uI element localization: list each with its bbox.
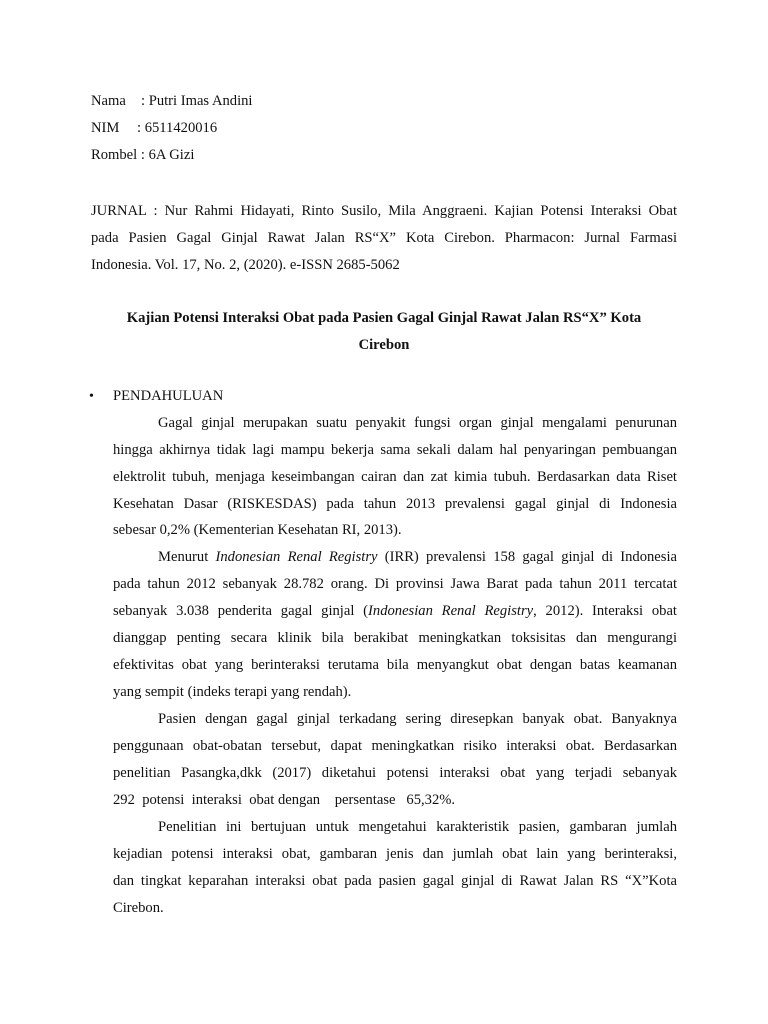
italic-registry-name: Indonesian Renal Registry: [215, 549, 378, 565]
p4-line-1: Penelitian ini bertujuan untuk mengetahui karakteristik pasien, gambaran jumlah: [158, 819, 677, 835]
p3-line-2: penggunaan obat-obatan tersebut, dapat meningkatkan risiko interaksi obat. Berdasarkan: [113, 738, 677, 754]
p4-line-3: dan tingkat keparahan interaksi obat pada pasien gagal ginjal di Rawat Jalan RS “X”Kota: [113, 873, 677, 889]
p2-line-5: efektivitas obat yang berinteraksi terutama bila menyangkut obat dengan batas keamanan: [113, 657, 677, 673]
p2-line-2: pada tahun 2012 sebanyak 28.782 orang. Di provinsi Jawa Barat pada tahun 2011 tercatat: [113, 576, 677, 592]
italic-registry-name: Indonesian Renal Registry: [368, 603, 534, 619]
bullet-icon: •: [89, 389, 94, 404]
name-label: Nama: [91, 93, 126, 109]
document-title-line-1: Kajian Potensi Interaksi Obat pada Pasien Gagal Ginjal Rawat Jalan RS“X” Kota: [126, 310, 642, 326]
p3-line-3: penelitian Pasangka,dkk (2017) diketahui potensi interaksi obat yang terjadi sebanyak: [113, 765, 677, 781]
p3-line-4: 292 potensi interaksi obat dengan persentase 65,32%.: [113, 792, 456, 808]
p3-line-1: Pasien dengan gagal ginjal terkadang sering diresepkan banyak obat. Banyaknya: [158, 711, 677, 727]
journal-line-3: Indonesia. Vol. 17, No. 2, (2020). e-ISSN 2685-5062: [91, 257, 400, 273]
p1-line-2: hingga akhirnya tidak lagi mampu bekerja sama sekali dalam hal penyaringan pembuangan: [113, 442, 677, 458]
p2-line-1: Menurut Indonesian Renal Registry (IRR) prevalensi 158 gagal ginjal di Indonesia: [158, 549, 677, 565]
name-value: : Putri Imas Andini: [141, 93, 253, 109]
nim-label: NIM: [91, 120, 120, 136]
p1-line-5: sebesar 0,2% (Kementerian Kesehatan RI, 2013).: [113, 522, 402, 538]
p4-line-4: Cirebon.: [113, 900, 164, 916]
journal-line-1: JURNAL : Nur Rahmi Hidayati, Rinto Susilo, Mila Anggraeni. Kajian Potensi Interaksi Obat: [91, 203, 677, 219]
student-nim-line: [91, 120, 217, 137]
p1-line-1: Gagal ginjal merupakan suatu penyakit fungsi organ ginjal mengalami penurunan: [158, 415, 677, 431]
student-name-line: [91, 93, 252, 110]
nim-value: : 6511420016: [137, 120, 218, 136]
document-title-line-2: Cirebon: [358, 337, 410, 353]
section-heading: PENDAHULUAN: [113, 388, 224, 404]
p2-line-6: yang sempit (indeks terapi yang rendah).: [113, 684, 352, 700]
p2-line-3: sebanyak 3.038 penderita gagal ginjal (Indonesian Renal Registry, 2012). Interaksi obat: [113, 603, 677, 619]
p2-line-4: dianggap penting secara klinik bila berakibat meningkatkan toksisitas dan mengurangi: [113, 630, 677, 646]
p1-line-3: elektrolit tubuh, menjaga keseimbangan cairan dan zat kimia tubuh. Berdasarkan data Riset: [113, 469, 677, 485]
p1-line-4: Kesehatan Dasar (RISKESDAS) pada tahun 2013 prevalensi gagal ginjal di Indonesia: [113, 496, 677, 512]
journal-line-2: pada Pasien Gagal Ginjal Rawat Jalan RS“X” Kota Cirebon. Pharmacon: Jurnal Farmasi: [91, 230, 677, 246]
p4-line-2: kejadian potensi interaksi obat, gambaran jenis dan jumlah obat lain yang berinteraksi,: [113, 846, 677, 862]
student-rombel-line: Rombel : 6A Gizi: [91, 147, 195, 163]
